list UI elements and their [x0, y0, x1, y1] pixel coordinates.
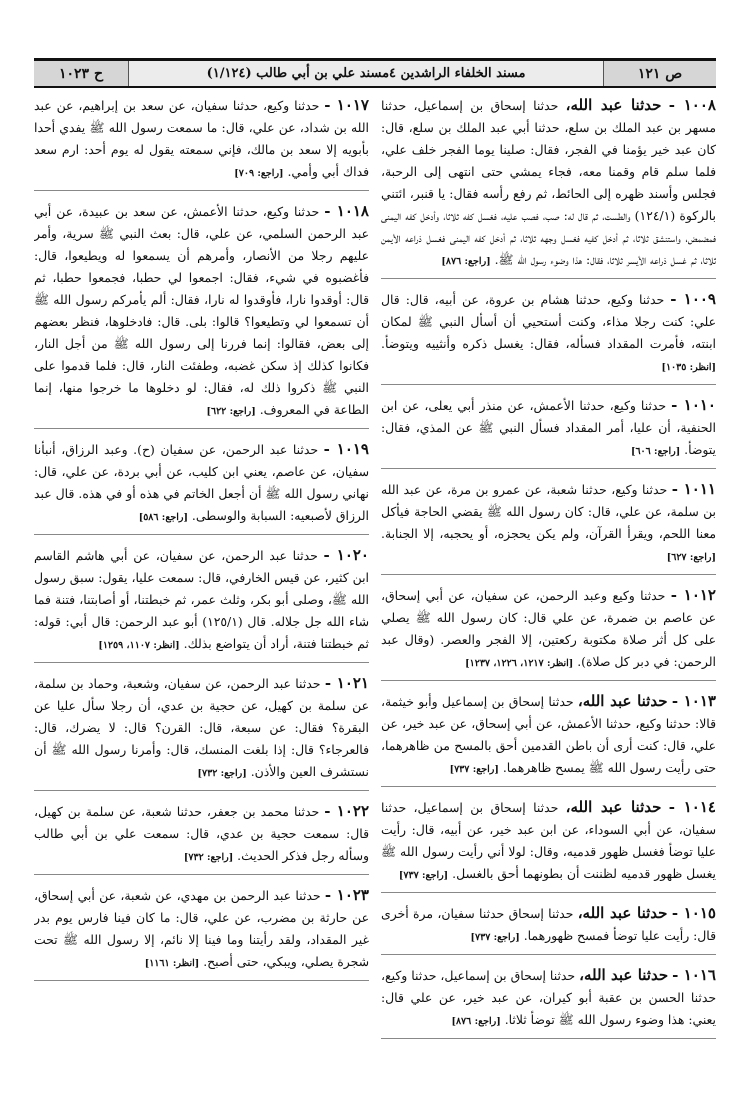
hadith-paragraph: [381, 964, 716, 1033]
hadith-entry: [34, 544, 369, 663]
hadith-number: ١٠١٤ -: [668, 798, 716, 816]
cross-reference: [راجع: ٦٢٧]: [666, 552, 716, 563]
hadith-paragraph: [381, 902, 716, 949]
hadith-number: ١٠١٢ -: [670, 586, 716, 604]
hadith-text: حدثنا إسحاق بن إسماعيل وأبو خيثمة، قالا: حدثنا وكيع، حدثنا الأعمش، عن أبي إسحاق، عن عبد خير، عن علي، قال: كنت أرى أن باطن القدمين أحق بالمسح من ظاهرهما، حتى رأيت رسول الله ﷺ يمسح ظاهرهما.: [381, 694, 716, 775]
hadith-number: ١٠١٦ -: [672, 966, 716, 984]
hadith-paragraph: [34, 94, 369, 185]
hadith-entry: [34, 884, 369, 981]
hadith-entry: [34, 200, 369, 429]
hadith-number: ١٠٢١ -: [324, 674, 369, 692]
hadith-entry: [34, 800, 369, 875]
hadith-paragraph: [381, 690, 716, 781]
hadith-text: حدثنا إسحاق بن إسماعيل، حدثنا وكيع، حدثنا الحسن بن عقبة أبو كيران، عن عبد خير، عن علي قال: يعني: هذا وضوء رسول الله ﷺ توضأ ثلاثا.: [381, 968, 716, 1027]
hadith-paragraph: [34, 544, 369, 657]
narrator-heading: حدثنا عبد الله،: [577, 692, 668, 710]
hadith-paragraph: [34, 800, 369, 869]
hadith-number: ١٠٠٩ -: [670, 290, 716, 308]
cross-reference: [راجع: ٦٠٦]: [630, 446, 681, 457]
hadith-number: ١٠١١ -: [671, 480, 716, 498]
hadith-number: ١٠٢٠ -: [323, 546, 369, 564]
cross-reference: [راجع: ٧٣٧]: [398, 870, 449, 881]
hadith-number: ١٠١٣ -: [671, 692, 716, 710]
hadith-text: حدثنا وكيع وعبد الرحمن، عن سفيان، عن أبي إسحاق، عن عاصم بن ضمرة، عن علي قال: كان رسول الله ﷺ يصلي على كل أثر صلاة مكتوبة ركعتين، إلا الفجر والعصر. (وقال عبد الرحمن: في دبر كل صلاة).: [381, 588, 716, 669]
cross-reference: [راجع: ٥٨٦]: [138, 512, 188, 523]
hadith-paragraph: [381, 394, 716, 463]
hadith-number: ١٠١٨ -: [324, 202, 369, 220]
hadith-text: حدثنا إسحاق بن إسماعيل، حدثنا مسهر بن عبد الملك بن سلع، حدثنا أبي عبد الملك بن سلع، قال: كان عبد خير يؤمنا في الفجر، فقال: صلينا يوما الفجر خلف علي، فلما سلم قام وقمنا معه، فجاء يمشي حتى انتهى إلى الرحبة، فجلس وأسند ظهره إلى الحائط، ثم رفع رأسه فقال: يا قنبر، ائتني بالركوة (١٢٤/١) والطست، ثم قال له: صب، فصب عليه، فغسل كفه ثلاثا، وأدخل كفه اليمنى فمضمض، واستنشق ثلاثا، ثم أدخل كفيه فغسل وجهه ثلاثا، ثم أدخل كفه اليمنى فغسل ذراعه الأيمن ثلاثا، ثم غسل ذراعه الأيسر ثلاثا، فقال: هذا وضوء رسول الله ﷺ.: [381, 98, 716, 267]
hadith-text: حدثنا محمد بن جعفر، حدثنا شعبة، عن سلمة بن كهيل، قال: سمعت حجية بن عدي، قال: سمعت علي بن أبي طالب وسأله رجل فذكر الحديث.: [34, 804, 369, 863]
cross-reference: [انظر: ١٠٣٥]: [661, 362, 716, 373]
hadith-text: حدثنا عبد الرحمن، عن سفيان، وشعبة، وحماد بن سلمة، عن سلمة بن كهيل، عن حجية بن عدي، أن رجلا سأل عليا عن البقرة؟ فقال: عن سبعة، قال: القرن؟ قال: لا يضرك، قال: فالعرجاء؟ قال: إذا بلغت المنسك، قال: وأمرنا رسول الله ﷺ أن نستشرف العين والأذن.: [34, 676, 369, 779]
cross-reference: [راجع: ٨٧٦]: [451, 1016, 501, 1027]
page-number: ص ١٢١: [603, 61, 716, 86]
hadith-entry: [34, 438, 369, 535]
hadith-range: ح ١٠٢٣: [34, 61, 129, 86]
running-header: [34, 58, 716, 88]
hadith-paragraph: [34, 438, 369, 529]
column-gap: [369, 94, 381, 1074]
hadith-text: حدثنا وكيع، حدثنا الأعمش، عن سعد بن عبيدة، عن أبي عبد الرحمن السلمي، عن علي، قال: بعث النبي ﷺ سرية، وأمر عليهم رجلا من الأنصار، وأمرهم أن يسمعوا له ويطيعوا، قال: فأغضبوه في شيء، فقال: اجمعوا لي حطبا، فجمعوا حطبا، ثم قال: أوقدوا نارا، فأوقدوا له نارا، فقال: ألم يأمركم رسول الله ﷺ أن تسمعوا لي وتطيعوا؟ قالوا: بلى. قال: فادخلوها، فنظر بعضهم إلى بعض، فقالوا: إنما فررنا إلى رسول الله ﷺ من أجل النار، فكانوا كذلك إذ سكن غضبه، وطفئت النار، قال: فلما قدموا على النبي ﷺ ذكروا ذلك له، فقال: لو دخلوها ما خرجوا منها، إنما الطاعة في المعروف.: [34, 204, 369, 417]
hadith-text: حدثنا عبد الرحمن بن مهدي، عن شعبة، عن أبي إسحاق، عن حارثة بن مضرب، عن علي، قال: ما كان فينا فارس يوم بدر غير المقداد، ولقد رأيتنا وما فينا إلا نائم، إلا رسول الله ﷺ تحت شجرة يصلي، ويبكي، حتى أصبح.: [34, 888, 369, 969]
hadith-paragraph: [381, 94, 716, 273]
hadith-number: ١٠٢٣ -: [324, 886, 369, 904]
hadith-text: حدثنا عبد الرحمن، عن سفيان (ح). وعبد الرزاق، أنبأنا سفيان، عن عاصم، يعني ابن كليب، عن أبي بردة، عن علي، قال: نهاني رسول الله ﷺ أن أجعل الخاتم في هذه أو في هذه. قال عبد الرزاق لأصبعيه: السبابة والوسطى.: [34, 442, 369, 523]
text-columns: [34, 94, 716, 1074]
hadith-paragraph: [34, 200, 369, 423]
hadith-number: ١٠٢٢ -: [324, 802, 369, 820]
cross-reference: [راجع: ٧٣٢]: [183, 852, 234, 863]
cross-reference: [انظر: ١٢١٧، ١٢٢٦، ١٢٣٧]: [465, 658, 574, 669]
hadith-entry: [381, 964, 716, 1039]
cross-reference: [راجع: ٧٣٧]: [470, 932, 520, 943]
hadith-text: حدثنا وكيع، حدثنا الأعمش، عن منذر أبي يعلى، عن ابن الحنفية، أن عليا، أمر المقداد فسأل النبي ﷺ عن المذي، فقال: يتوضأ.: [381, 398, 716, 457]
hadith-paragraph: [381, 478, 716, 569]
hadith-paragraph: [34, 884, 369, 975]
hadith-entry: [381, 690, 716, 787]
hadith-number: ١٠٠٨ -: [668, 96, 716, 114]
hadith-paragraph: [381, 584, 716, 675]
hadith-entry: [381, 902, 716, 955]
narrator-heading: حدثنا عبد الله،: [577, 904, 668, 922]
narrator-heading: حدثنا عبد الله،: [579, 966, 669, 984]
cross-reference: [راجع: ٨٧٦]: [441, 256, 491, 267]
left-column: [34, 94, 369, 1074]
hadith-entry: [381, 288, 716, 385]
hadith-entry: [34, 94, 369, 191]
hadith-text: حدثنا وكيع، حدثنا شعبة، عن عمرو بن مرة، عن عبد الله بن سلمة، عن علي، قال: كان رسول الله ﷺ يقضي الحاجة فيأكل معنا اللحم، ويقرأ القرآن، ولم يكن يحجزه، أو يحجبه، إلا الجنابة.: [381, 482, 716, 541]
hadith-text: حدثنا وكيع، حدثنا هشام بن عروة، عن أبيه، قال: قال علي: كنت رجلا مذاء، وكنت أستحيي أن أسأل النبي ﷺ لمكان ابنته، فأمرت المقداد فسأله، فقال: يغسل ذكره وأنثييه ويتوضأ.: [381, 292, 716, 351]
hadith-entry: [381, 394, 716, 469]
hadith-number: ١٠١٧ -: [324, 96, 369, 114]
cross-reference: [راجع: ٧٣٢]: [197, 768, 247, 779]
hadith-paragraph: [34, 672, 369, 785]
hadith-number: ١٠١٠ -: [671, 396, 716, 414]
hadith-entry: [34, 672, 369, 791]
running-title: مسند الخلفاء الراشدين ٤مسند علي بن أبي طالب (١/١٢٤): [129, 61, 603, 86]
hadith-entry: [381, 94, 716, 279]
hadith-entry: [381, 584, 716, 681]
cross-reference: [راجع: ٧٣٧]: [449, 764, 499, 775]
cross-reference: [راجع: ٧٠٩]: [234, 168, 284, 179]
cross-reference: [انظر: ١١٠٧، ١٢٥٩]: [98, 640, 180, 651]
narrator-heading: حدثنا عبد الله،: [565, 96, 662, 114]
hadith-paragraph: [381, 796, 716, 887]
hadith-entry: [381, 478, 716, 575]
hadith-number: ١٠١٩ -: [323, 440, 369, 458]
narrator-heading: حدثنا عبد الله،: [565, 798, 662, 816]
right-column: [381, 94, 716, 1074]
hadith-text: حدثنا إسحاق بن إسماعيل، حدثنا سفيان، عن أبي السوداء، عن ابن عبد خير، عن أبيه، قال: رأيت عليا توضأ فغسل ظهور قدميه، وقال: لولا أني رأيت رسول الله ﷺ يغسل ظهور قدميه لظننت أن بطونهما أحق بالغسل.: [381, 800, 716, 881]
hadith-number: ١٠١٥ -: [671, 904, 716, 922]
cross-reference: [راجع: ٦٢٢]: [206, 406, 256, 417]
hadith-text: حدثنا عبد الرحمن، عن سفيان، عن أبي هاشم القاسم ابن كثير، عن قيس الخارفي، قال: سمعت عليا، يقول: سبق رسول الله ﷺ، وصلى أبو بكر، وثلث عمر، ثم خبطتنا، أو أصابتنا، فتنة فما شاء الله جل جلاله. قال (١٢٥/١) أبو عبد الرحمن: قال أبي: قوله: ثم خبطتنا فتنة، أراد أن يتواضع بذلك.: [34, 548, 369, 651]
hadith-paragraph: [381, 288, 716, 379]
hadith-text: حدثنا إسحاق حدثنا سفيان، مرة أخرى قال: رأيت عليا توضأ فمسح ظهورهما.: [381, 906, 716, 943]
hadith-entry: [381, 796, 716, 893]
cross-reference: [انظر: ١١٦١]: [144, 958, 200, 969]
hadith-text: حدثنا وكيع، حدثنا سفيان، عن سعد بن إبراهيم، عن عبد الله بن شداد، عن علي، قال: ما سمعت رسول الله ﷺ يفدي أحدا بأبويه إلا سعد بن مالك، فإني سمعته يقول له يوم أحد: ارم سعد فداك أبي وأمي.: [34, 98, 369, 179]
